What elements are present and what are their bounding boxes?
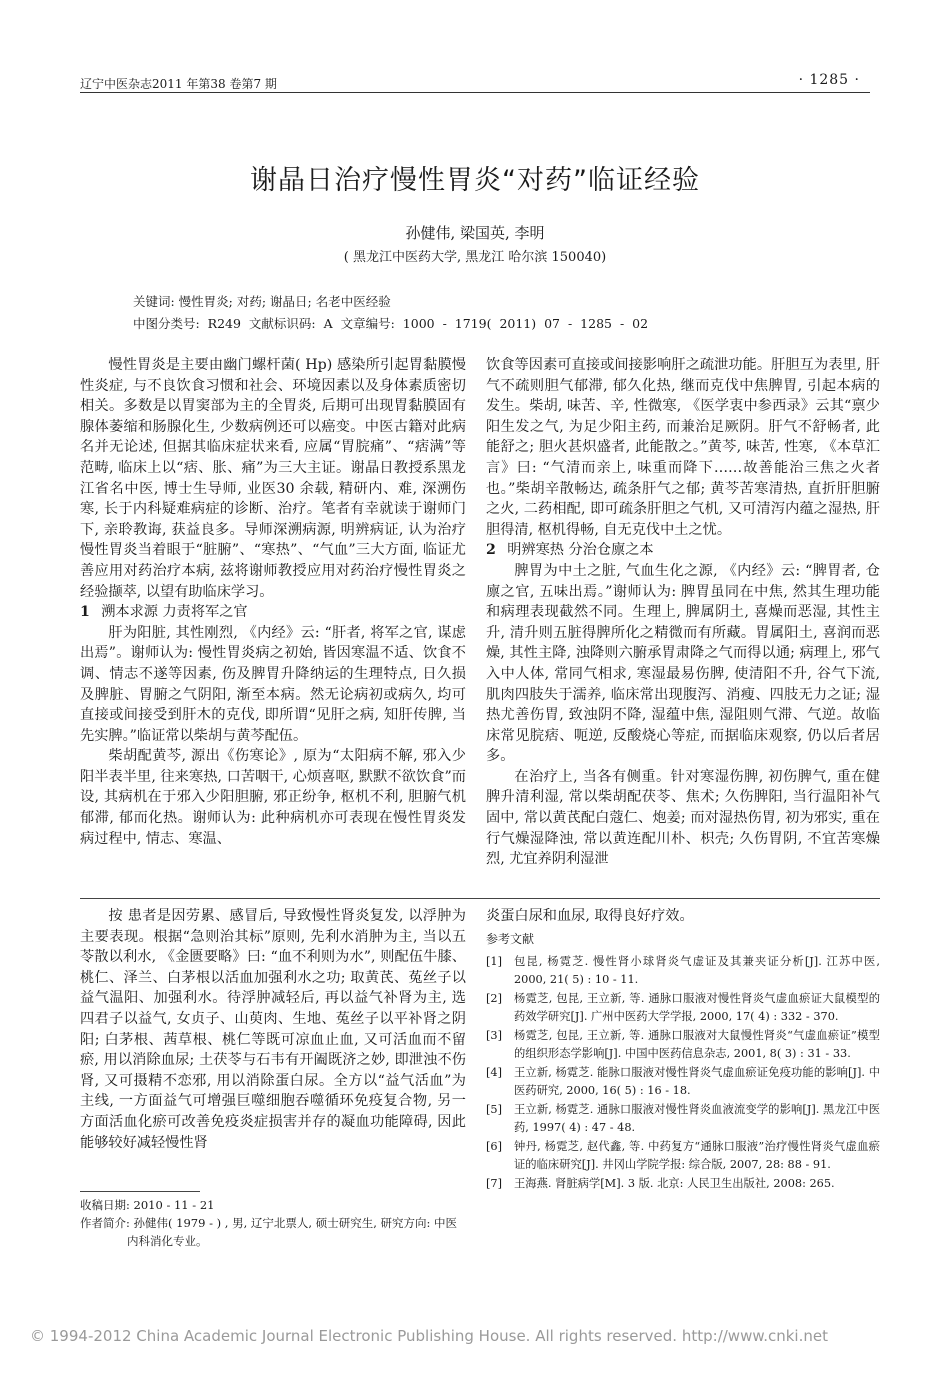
paragraph: 柴胡配黄芩, 源出《伤寒论》, 原为“太阳病不解, 邪入少阳半表半里, 往来寒热, 口苦咽干, 心烦喜呕, 默默不欲饮食”而设, 其病机在于邪入少阳胆腑, 邪正纷争, 枢机不利, 胆腑气机郁滞, 郁而化热。谢师认为: 此种病机亦可表现在慢性胃炎发病过程中, 情志、寒温、 [80, 748, 466, 847]
keywords: 关键词: 慢性胃炎; 对药; 谢晶日; 名老中医经验 [133, 294, 391, 309]
journal-header: 辽宁中医杂志2011 年第38 卷第7 期 [80, 77, 277, 91]
article-separator [80, 898, 880, 899]
authors: 孙健伟, 梁国英, 李明 [405, 224, 545, 242]
header-rule [80, 92, 870, 93]
paragraph: 脾胃为中土之脏, 气血生化之源, 《内经》云: “脾胃者, 仓廪之官, 五味出焉。”谢师认为: 脾胃虽同在中焦, 然其生理功能和病理表现截然不同。生理上, 脾属阴土, 喜燥而恶湿, 其性主升, 清升则五脏得脾所化之精微而有所藏。胃属阳土, 喜润而恶燥, 其性主降, 浊降则六腑承胃肃降之气而得以通; 病理上, 邪气入中人体, 常同气相求, 寒湿最易伤脾, 使清阳不升, 谷气下流, 肌肉四肢失于濡养, 临床常出现腹泻、消瘦、四肢无力之证; 湿热尤善伤胃, 致浊阴不降, 湿蕴中焦, 湿阻则气滞、气逆。故临床常见脘痞、呃逆, 反酸烧心等症, 而据临床观察, 仍以后者居多。 [486, 562, 880, 765]
reference-item: [7] 王海燕. 肾脏病学[M]. 3 版. 北京: 人民卫生出版社, 2008: 265. [486, 1177, 835, 1191]
column-2-lower [486, 906, 880, 1195]
paragraph: 炎蛋白尿和血尿, 取得良好疗效。 [486, 908, 694, 924]
author-intro: 作者简介: 孙健伟( 1979 - ) , 男, 辽宁北票人, 硕士研究生, 研究方向: 中医内科消化专业。 [80, 1216, 458, 1248]
reference-item: [1] 包昆, 杨霓芝. 慢性肾小球肾炎气虚证及其兼夹证分析[J]. 江苏中医, 2000, 21( 5) : 10 - 11. [486, 955, 880, 986]
reference-item: [6] 钟丹, 杨霓芝, 赵代鑫, 等. 中药复方“通脉口服液”治疗慢性肾炎气虚血瘀证的临床研究[J]. 井冈山学院学报: 综合版, 2007, 28: 88 - 91. [486, 1140, 880, 1171]
paragraph: 按 患者是因劳累、感冒后, 导致慢性肾炎复发, 以浮肿为主要表现。根据“急则治其标”原则, 先利水消肿为主, 当以五苓散以利水, 《金匮要略》曰: “血不利则为水”, 则配伍牛膝、桃仁、泽兰、白茅根以活血加强利水之功; 取黄芪、菟丝子以益气温阳、加强利水。待浮肿减轻后, 再以益气补肾为主, 选四君子以益气, 女贞子、山萸肉、生地、菟丝子以平补肾之阴阳; 白茅根、茜草根、桃仁等既可凉血止血, 又可活血而不留瘀, 用以消除血尿; 土茯苓与石韦有开阖既济之妙, 即泄浊不伤肾, 又可摄精不恋邪, 用以消除蛋白尿。全方以“益气活血”为主线, 一方面益气可增强巨噬细胞吞噬循环免疫复合物, 另一方面活血化瘀可改善免疫炎症损害并存的凝血功能障碍, 因此能够较好减轻慢性肾 [80, 908, 466, 1151]
reference-item: [4] 王立新, 杨霓芝. 能脉口服液对慢性肾炎气虚血瘀证免疫功能的影响[J]. 中医药研究, 2000, 16( 5) : 16 - 18. [486, 1066, 880, 1097]
reference-item: [3] 杨霓芝, 包昆, 王立新, 等. 通脉口服液对大鼠慢性肾炎“气虚血瘀证”模型的组织形态学影响[J]. 中国中医药信息杂志, 2001, 8( 3) : 31 - 33. [486, 1029, 880, 1060]
affiliation: ( 黑龙江中医药大学, 黑龙江 哈尔滨 150040) [343, 250, 607, 265]
article-title: 谢晶日治疗慢性胃炎“对药”临证经验 [250, 165, 700, 196]
paragraph: 饮食等因素可直接或间接影响肝之疏泄功能。肝胆互为表里, 肝气不疏则胆气郁滞, 郁久化热, 继而克伐中焦脾胃, 引起本病的发生。柴胡, 味苦、辛, 性微寒, 《医学衷中参西录》云其“禀少阳生发之气, 为足少阳主药, 而兼治足厥阴。肝气不舒畅者, 此能舒之; 胆火甚炽盛者, 此能散之。”黄芩, 味苦, 性寒, 《本草汇言》曰: “气清而亲上, 味重而降下……故善能治三焦之火者也。”柴胡辛散畅达, 疏条肝气之郁; 黄芩苦寒清热, 直折肝胆腑之火, 二药相配, 即可疏条肝胆之气机, 又可清泻内蕴之湿热, 肝胆得清, 枢机得畅, 自无克伐中土之忧。 [486, 357, 880, 538]
paragraph: 慢性胃炎是主要由幽门螺杆菌( Hp) 感染所引起胃黏膜慢性炎症, 与不良饮食习惯和社会、环境因素以及身体素质密切相关。多数是以胃窦部为主的全胃炎, 后期可出现胃黏膜固有腺体萎缩和肠腺化生, 少数病例还可以癌变。中医古籍对此病名并无论述, 但据其临床症状来看, 应属“胃脘痛”、“痞满”等范畴, 临床上以“痞、胀、痛”为三大主证。谢晶日教授系黑龙江省名中医, 博士生导师, 业医30 余载, 精研内、难, 深溯伤寒, 长于内科疑难病症的诊断、治疗。笔者有幸就读于谢师门下, 亲聆教诲, 获益良多。导师深溯病源, 明辨病证, 认为治疗慢性胃炎当着眼于“脏腑”、“寒热”、“气血”三大方面, 临证尤善应用对药治疗本病, 兹将谢师教授应用对药治疗慢性胃炎之经验撷萃, 以望有助临床学习。 [80, 357, 466, 600]
paragraph: 肝为阳脏, 其性刚烈, 《内经》云: “肝者, 将军之官, 谋虑出焉”。谢师认为: 慢性胃炎病之初始, 皆因寒温不适、饮食不调、情志不遂等因素, 伤及脾胃升降纳运的生理特点, 日久损及脾脏、胃腑之气阴阳, 渐至本病。然无论病初或病久, 均可直接或间接受到肝木的克伐, 即所谓“见肝之病, 知肝传脾, 当先实脾。”临证常以柴胡与黄芩配伍。 [80, 624, 466, 744]
section-title: 明辨寒热 分治仓廪之本 [507, 542, 654, 559]
paragraph: 在治疗上, 当各有侧重。针对寒湿伤脾, 初伤脾气, 重在健脾升清利湿, 常以柴胡配茯苓、焦术; 久伤脾阳, 当行温阳补气固中, 常以黄芪配白蔻仁、炮姜; 而对湿热伤胃, 初为邪实, 重在行气燥湿降浊, 常以黄连配川朴、枳壳; 久伤胃阴, 不宜苦寒燥烈, 尤宜养阴利湿泄 [486, 768, 880, 868]
reference-item: [5] 王立新, 杨霓芝. 通脉口服液对慢性肾炎血液流变学的影响[J]. 黑龙江中医药, 1997( 4) : 47 - 48. [486, 1103, 880, 1134]
column-1-upper [80, 355, 466, 849]
section-heading-2 [486, 540, 880, 561]
section-number: 1 [80, 604, 90, 621]
column-1-lower [80, 906, 466, 1153]
references-heading: 参考文献 [486, 931, 535, 946]
received-date: 收稿日期: 2010 - 11 - 21 [80, 1198, 215, 1212]
reference-list [486, 953, 880, 1193]
section-number: 2 [486, 542, 496, 559]
footnote-rule [80, 1191, 200, 1192]
reference-item: [2] 杨霓芝, 包昆, 王立新, 等. 通脉口服液对慢性肾炎气虚血瘀证大鼠模型的药效学研究[J]. 广州中医药大学学报, 2000, 17( 4) : 332 - 370. [486, 992, 880, 1023]
classification: 中图分类号: R249 文献标识码: A 文章编号: 1000 - 1719( 2011) 07 - 1285 - 02 [133, 316, 649, 331]
copyright-watermark: © 1994-2012 China Academic Journal Electronic Publishing House. All rights reserved. http://www.cnki.net [30, 1327, 828, 1345]
column-2-upper [486, 355, 880, 870]
footnote [80, 1196, 466, 1250]
page-number: · 1285 · [798, 72, 860, 88]
section-title: 溯本求源 力责将军之官 [101, 604, 248, 621]
section-heading-1 [80, 602, 466, 623]
